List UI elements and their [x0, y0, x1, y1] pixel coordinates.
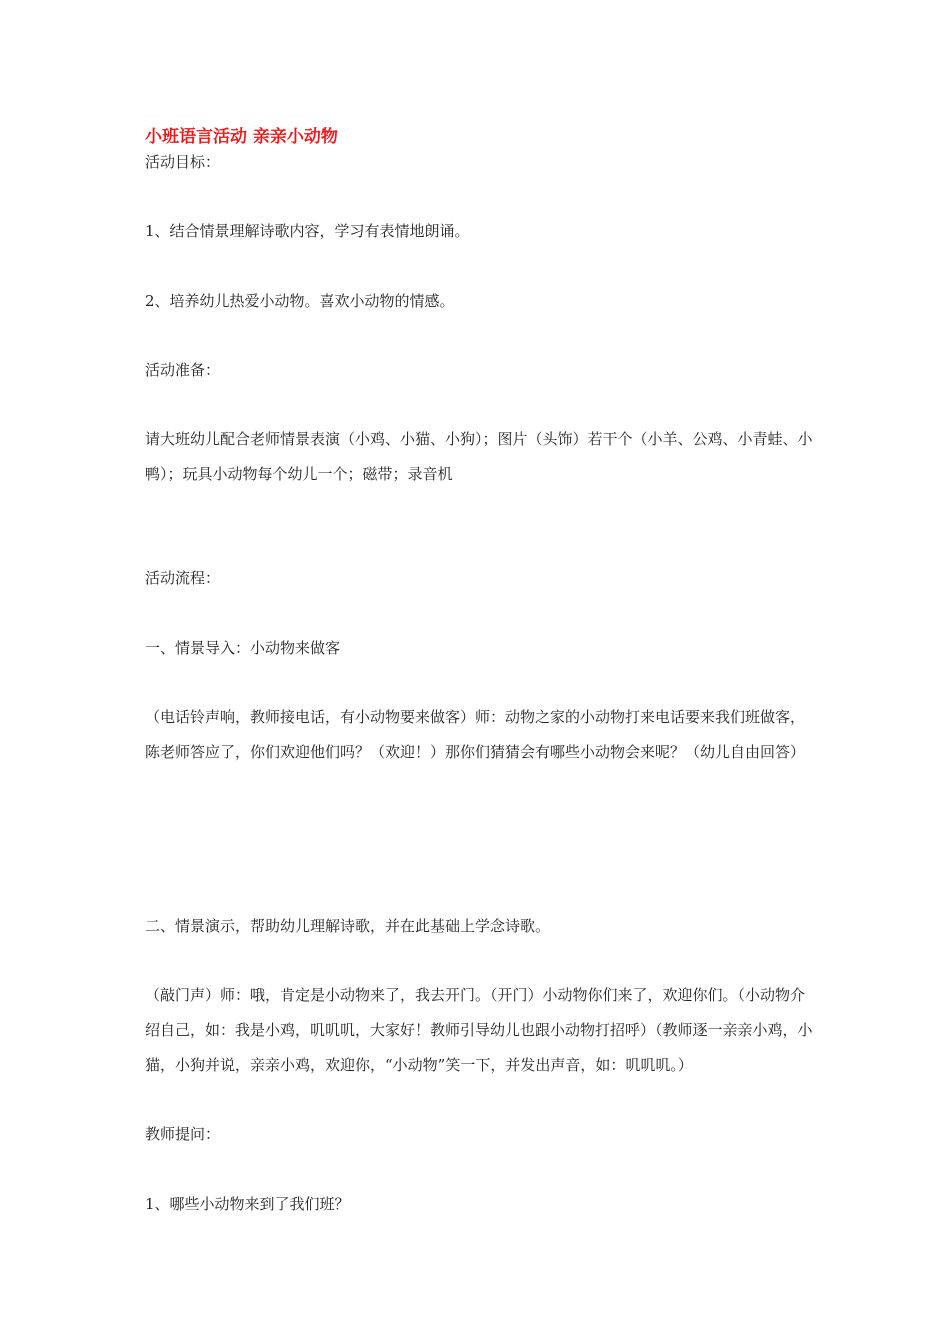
prep-heading: 活动准备： — [145, 361, 221, 379]
goal-item-2: 2、培养幼儿热爱小动物。喜欢小动物的情感。 — [145, 292, 455, 310]
document-title: 小班语言活动 亲亲小动物 — [145, 127, 338, 147]
goals-heading: 活动目标： — [145, 153, 221, 171]
step-2-heading: 二、情景演示，帮助幼儿理解诗歌，并在此基础上学念诗歌。 — [145, 917, 551, 935]
questions-heading: 教师提问： — [145, 1125, 221, 1143]
goal-item-1: 1、结合情景理解诗歌内容，学习有表情地朗诵。 — [145, 222, 470, 240]
question-item-1: 1、哪些小动物来到了我们班？ — [145, 1195, 350, 1213]
step-2-text: （敲门声）师：哦，肯定是小动物来了，我去开门。（开门）小动物你们来了，欢迎你们。（小动物介绍自己，如：我是小鸡，叽叽叽，大家好！教师引导幼儿也跟小动物打招呼）（教师逐一亲亲小鸡，小猫，小狗并说，亲亲小鸡，欢迎你，“小动物”笑一下，并发出声音，如：叽叽叽。） — [145, 986, 813, 1074]
process-heading: 活动流程： — [145, 569, 221, 587]
step-1-heading: 一、情景导入：小动物来做客 — [145, 639, 341, 657]
step-1-text: （电话铃声响，教师接电话，有小动物要来做客）师：动物之家的小动物打来电话要来我们班做客，陈老师答应了，你们欢迎他们吗？（欢迎！）那你们猜猜会有哪些小动物会来呢？（幼儿自由回答） — [145, 708, 806, 761]
prep-text: 请大班幼儿配合老师情景表演（小鸡、小猫、小狗）；图片（头饰）若干个（小羊、公鸡、小青蛙、小鸭）；玩具小动物每个幼儿一个；磁带；录音机 — [145, 430, 813, 483]
